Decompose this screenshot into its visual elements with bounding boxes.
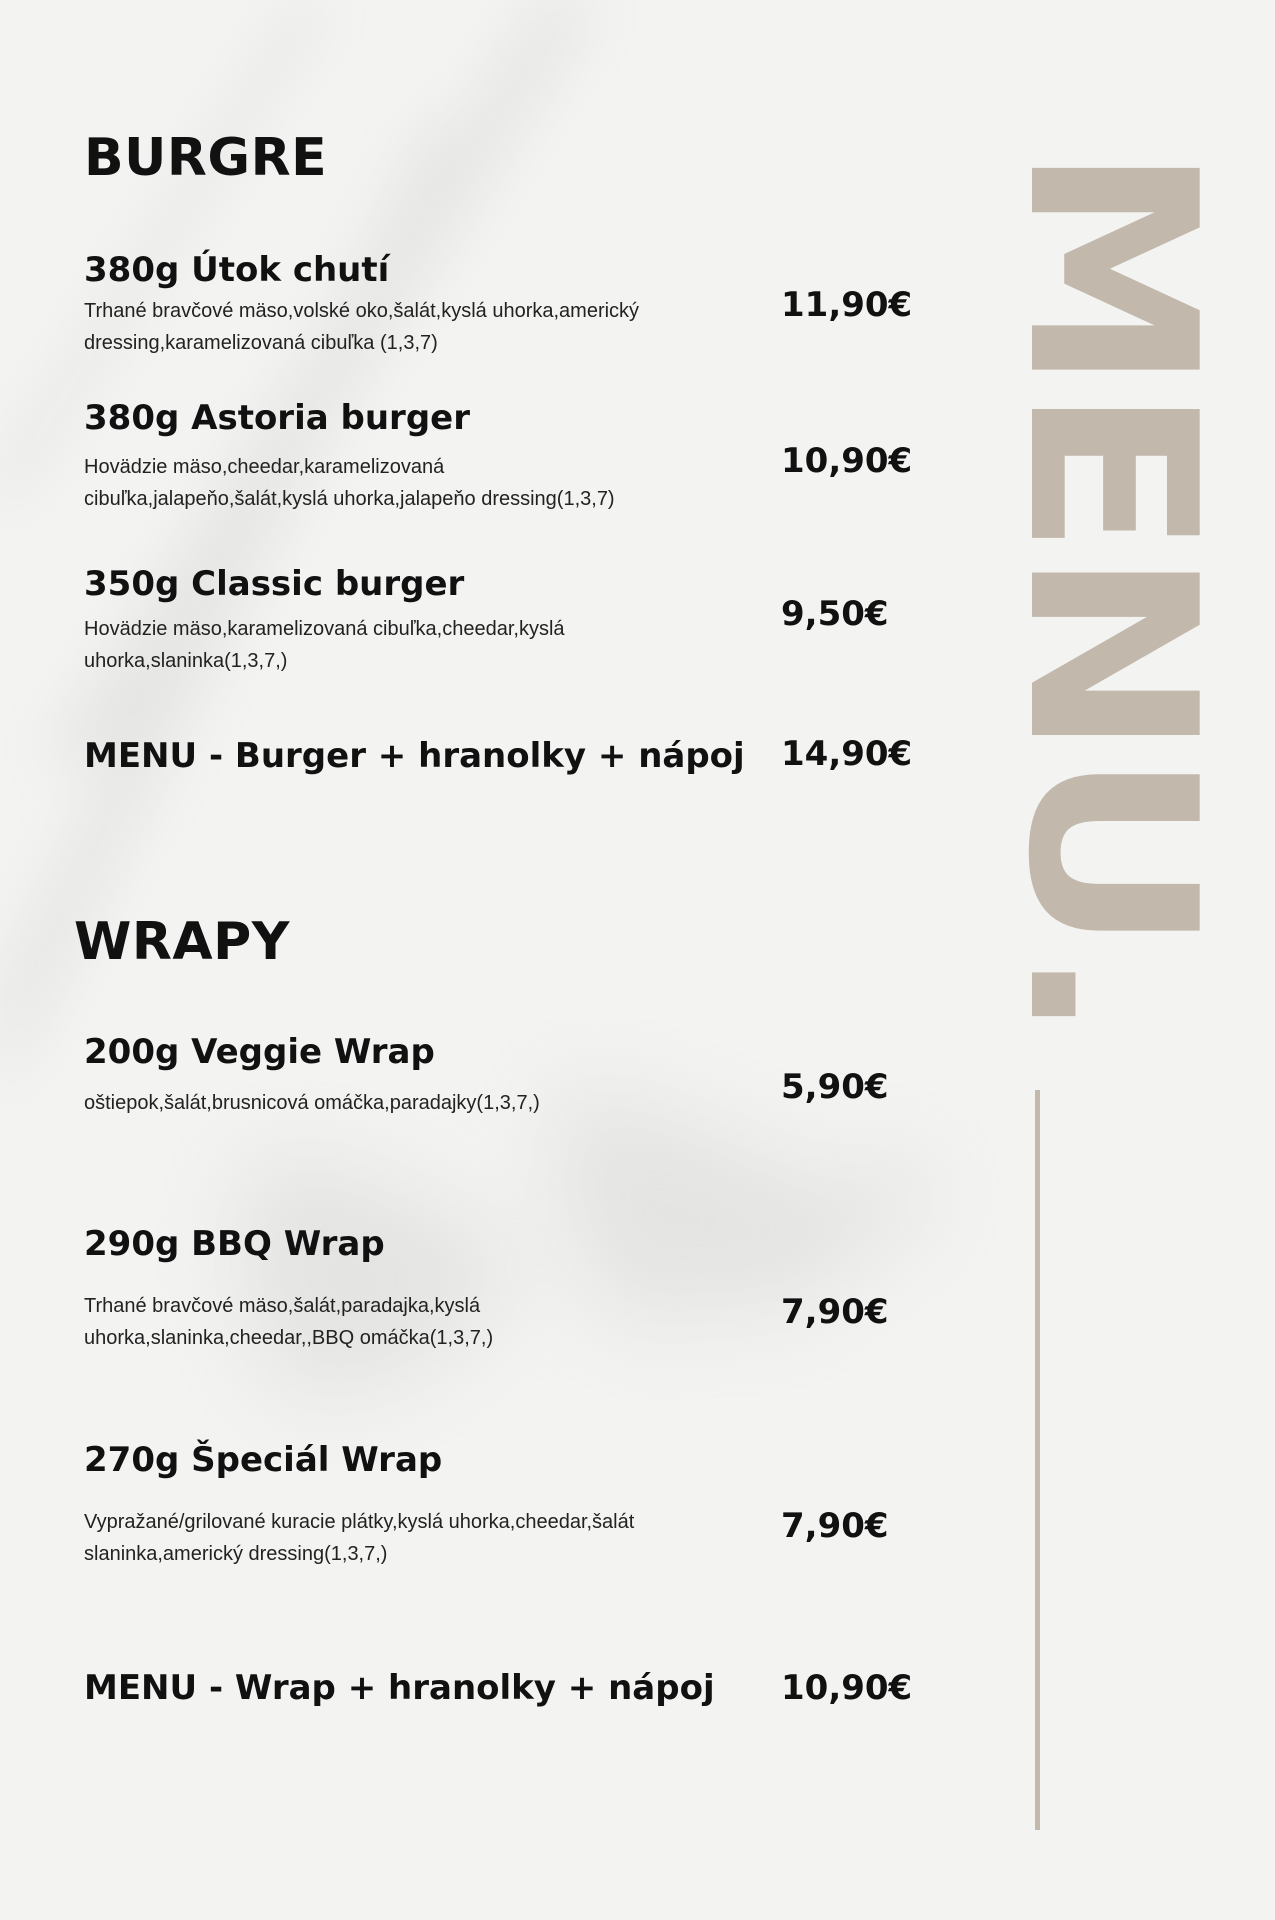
- section-title-wrapy: WRAPY: [74, 912, 290, 972]
- combo-menu-name: MENU - Burger + hranolky + nápoj: [84, 736, 745, 776]
- item-price: 5,90€: [781, 1067, 889, 1107]
- item-description: Hovädzie mäso,cheedar,karamelizovaná cibuľka,jalapeňo,šalát,kyslá uhorka,jalapeňo dressing(1,3,7): [84, 456, 615, 510]
- item-name: 350g Classic burger: [84, 564, 465, 604]
- item-price: 11,90€: [781, 285, 913, 325]
- decorative-vertical-line: [1035, 1090, 1040, 1830]
- section-title-burgre: BURGRE: [84, 128, 328, 188]
- menu-vertical-title: [977, 145, 1245, 1045]
- item-description: Hovädzie mäso,karamelizovaná cibuľka,cheedar,kyslá uhorka,slaninka(1,3,7,): [84, 618, 565, 672]
- item-price: 7,90€: [781, 1506, 889, 1546]
- svg-text:MENU.: MENU.: [977, 145, 1245, 968]
- item-price: 10,90€: [781, 441, 913, 481]
- item-name: 290g BBQ Wrap: [84, 1224, 385, 1264]
- combo-menu-name: MENU - Wrap + hranolky + nápoj: [84, 1668, 715, 1708]
- item-price: 9,50€: [781, 594, 889, 634]
- item-name: 270g Špeciál Wrap: [84, 1440, 443, 1480]
- item-description: oštiepok,šalát,brusnicová omáčka,paradajky(1,3,7,): [84, 1092, 540, 1114]
- item-description: Trhané bravčové mäso,šalát,paradajka,kyslá uhorka,slaninka,cheedar,,BBQ omáčka(1,3,7,): [84, 1295, 494, 1349]
- combo-menu-price: 10,90€: [781, 1668, 913, 1708]
- item-name: 200g Veggie Wrap: [84, 1032, 435, 1072]
- combo-menu-price: 14,90€: [781, 734, 913, 774]
- item-price: 7,90€: [781, 1292, 889, 1332]
- item-description: Trhané bravčové mäso,volské oko,šalát,kyslá uhorka,americký dressing,karamelizovaná cibuľka (1,3,7): [84, 300, 640, 354]
- item-name: 380g Astoria burger: [84, 398, 470, 438]
- item-description: Vypražané/grilované kuracie plátky,kyslá uhorka,cheedar,šalát slaninka,americký dressing(1,3,7,): [84, 1511, 635, 1565]
- item-name: 380g Útok chutí: [84, 250, 390, 290]
